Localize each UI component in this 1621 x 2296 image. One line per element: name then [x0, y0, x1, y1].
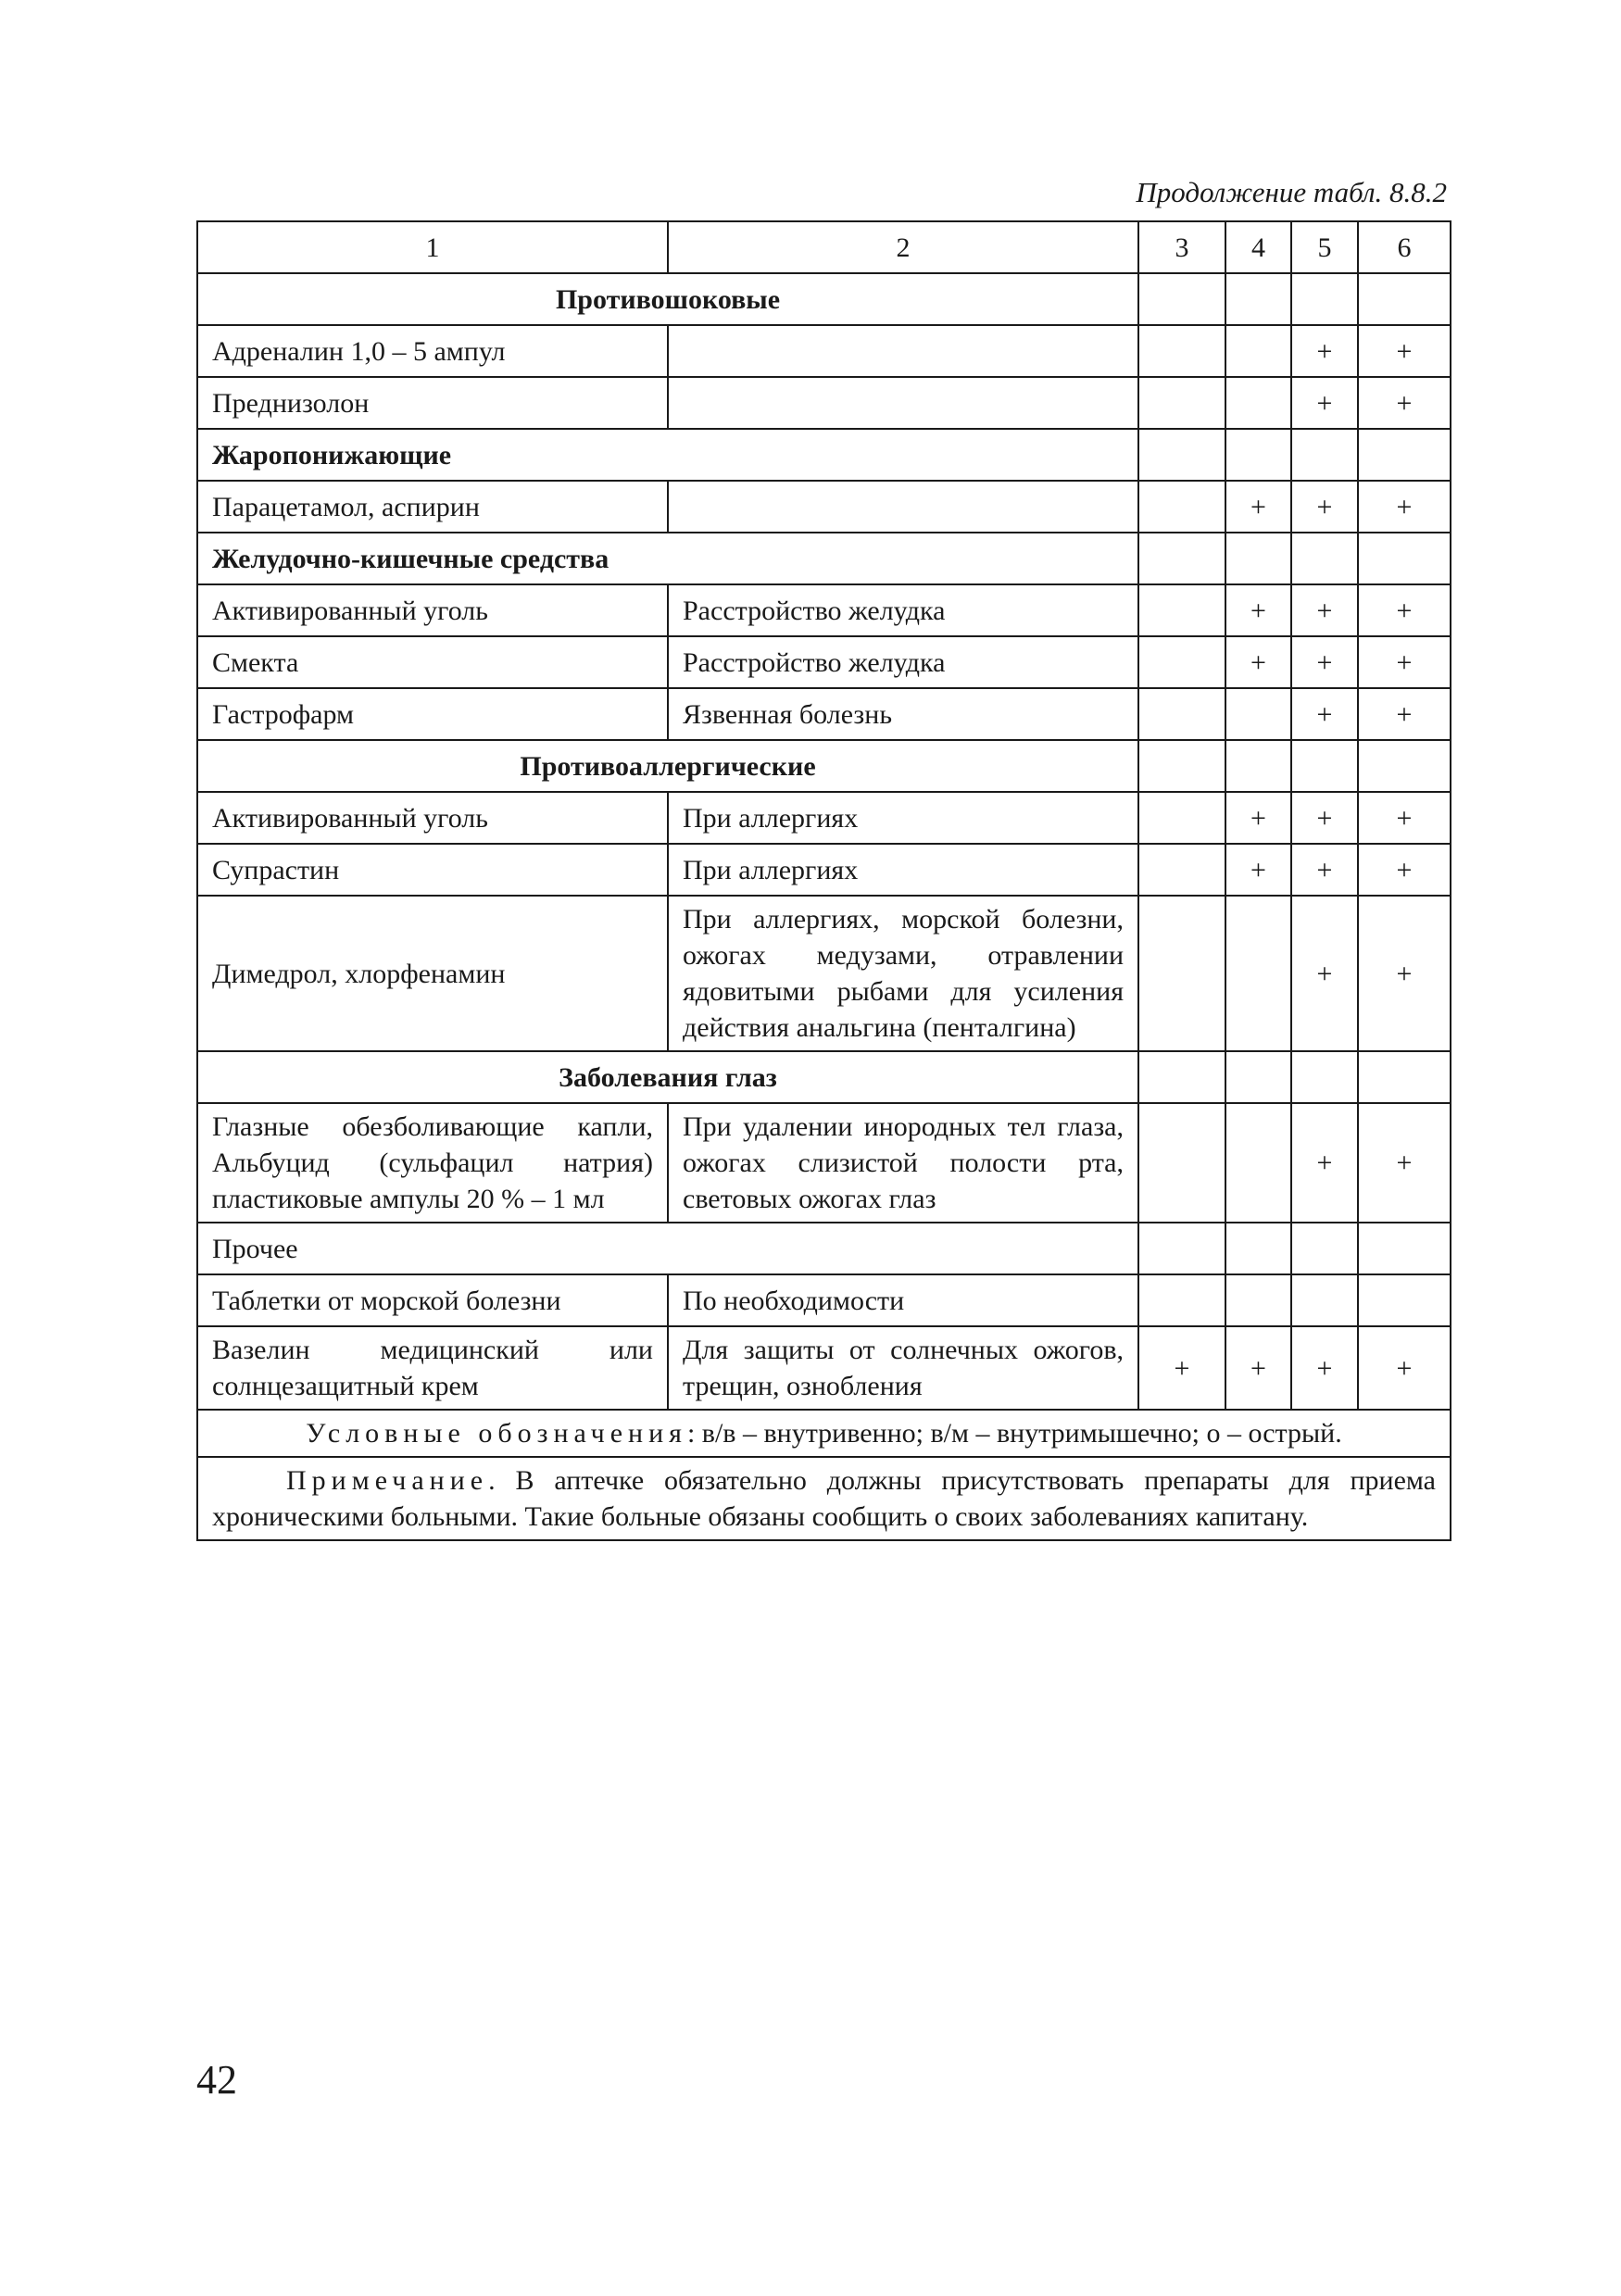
empty-cell	[1358, 273, 1451, 325]
indication-cell: Для защиты от солнечных ожогов, трещин, ознобления	[668, 1326, 1138, 1410]
empty-cell	[1225, 1051, 1291, 1103]
mark-cell-col4: +	[1225, 584, 1291, 636]
indication-cell: При аллергиях	[668, 792, 1138, 844]
empty-cell	[1225, 533, 1291, 584]
mark-cell-col4: +	[1225, 1326, 1291, 1410]
legend-cell	[197, 1410, 1451, 1457]
drug-name-cell: Смекта	[197, 636, 668, 688]
header-cell: 4	[1225, 221, 1291, 273]
indication-cell	[668, 481, 1138, 533]
empty-cell	[1358, 1223, 1451, 1274]
section-row	[197, 1223, 1451, 1274]
empty-cell	[1358, 533, 1451, 584]
header-cell: 3	[1138, 221, 1225, 273]
indication-cell: При удалении инородных тел глаза, ожогах слизистой полости рта, световых ожогах глаз	[668, 1103, 1138, 1223]
header-row	[197, 221, 1451, 273]
legend-text: : в/в – внутривенно; в/м – внутримышечно; о – острый.	[686, 1418, 1342, 1449]
mark-cell-col6: +	[1358, 636, 1451, 688]
indication-cell: По необходимости	[668, 1274, 1138, 1326]
empty-cell	[1291, 429, 1358, 481]
indication-cell	[668, 325, 1138, 377]
section-row	[197, 533, 1451, 584]
drug-name-cell: Таблетки от морской болезни	[197, 1274, 668, 1326]
indication-cell: Расстройство желудка	[668, 584, 1138, 636]
mark-cell-col3	[1138, 688, 1225, 740]
empty-cell	[1138, 429, 1225, 481]
table-row	[197, 844, 1451, 896]
mark-cell-col3	[1138, 1103, 1225, 1223]
mark-cell-col3	[1138, 896, 1225, 1051]
mark-cell-col5: +	[1291, 377, 1358, 429]
drug-name-cell: Преднизолон	[197, 377, 668, 429]
drug-name-cell: Парацетамол, аспирин	[197, 481, 668, 533]
section-title: Заболевания глаз	[197, 1051, 1138, 1103]
mark-cell-col5: +	[1291, 792, 1358, 844]
empty-cell	[1138, 533, 1225, 584]
section-title: Прочее	[197, 1223, 1138, 1274]
mark-cell-col5: +	[1291, 481, 1358, 533]
indication-cell	[668, 377, 1138, 429]
table-row	[197, 688, 1451, 740]
mark-cell-col6: +	[1358, 844, 1451, 896]
drug-name-cell: Супрастин	[197, 844, 668, 896]
mark-cell-col4	[1225, 1274, 1291, 1326]
mark-cell-col5: +	[1291, 1103, 1358, 1223]
indication-cell: При аллергиях	[668, 844, 1138, 896]
section-row	[197, 740, 1451, 792]
drug-name-cell: Активированный уголь	[197, 792, 668, 844]
mark-cell-col6: +	[1358, 1103, 1451, 1223]
empty-cell	[1358, 740, 1451, 792]
mark-cell-col5: +	[1291, 636, 1358, 688]
mark-cell-col5	[1291, 1274, 1358, 1326]
mark-cell-col3: +	[1138, 1326, 1225, 1410]
section-title: Жаропонижающие	[197, 429, 1138, 481]
mark-cell-col4: +	[1225, 481, 1291, 533]
section-title: Противошоковые	[197, 273, 1138, 325]
table-row	[197, 1274, 1451, 1326]
mark-cell-col4	[1225, 377, 1291, 429]
empty-cell	[1225, 740, 1291, 792]
mark-cell-col5: +	[1291, 896, 1358, 1051]
drug-name-cell: Вазелин медицинский или солнцезащитный крем	[197, 1326, 668, 1410]
legend-title: Условные обозначения	[306, 1418, 687, 1449]
mark-cell-col3	[1138, 792, 1225, 844]
table-row	[197, 1103, 1451, 1223]
mark-cell-col4	[1225, 325, 1291, 377]
empty-cell	[1358, 1051, 1451, 1103]
mark-cell-col3	[1138, 377, 1225, 429]
section-title: Желудочно-кишечные средства	[197, 533, 1138, 584]
mark-cell-col4	[1225, 1103, 1291, 1223]
drug-name-cell: Активированный уголь	[197, 584, 668, 636]
empty-cell	[1138, 1223, 1225, 1274]
note-cell	[197, 1457, 1451, 1540]
mark-cell-col4: +	[1225, 636, 1291, 688]
table-body	[197, 221, 1451, 1410]
mark-cell-col3	[1138, 844, 1225, 896]
empty-cell	[1291, 1051, 1358, 1103]
empty-cell	[1291, 533, 1358, 584]
mark-cell-col6	[1358, 1274, 1451, 1326]
mark-cell-col6: +	[1358, 1326, 1451, 1410]
table-row	[197, 792, 1451, 844]
mark-cell-col3	[1138, 481, 1225, 533]
mark-cell-col6: +	[1358, 896, 1451, 1051]
drug-name-cell: Глазные обезболивающие капли, Альбуцид (сульфацил натрия) пластиковые ампулы 20 % – 1 мл	[197, 1103, 668, 1223]
header-cell: 1	[197, 221, 668, 273]
table-row	[197, 584, 1451, 636]
table-caption: Продолжение табл. 8.8.2	[1136, 176, 1447, 208]
mark-cell-col6: +	[1358, 325, 1451, 377]
empty-cell	[1358, 429, 1451, 481]
mark-cell-col5: +	[1291, 688, 1358, 740]
empty-cell	[1225, 1223, 1291, 1274]
mark-cell-col6: +	[1358, 481, 1451, 533]
drug-name-cell: Гастрофарм	[197, 688, 668, 740]
mark-cell-col5: +	[1291, 325, 1358, 377]
note-row	[197, 1457, 1451, 1540]
note-title: Примечание	[286, 1465, 489, 1496]
section-row	[197, 273, 1451, 325]
table-row	[197, 377, 1451, 429]
empty-cell	[1225, 429, 1291, 481]
drug-name-cell: Адреналин 1,0 – 5 ампул	[197, 325, 668, 377]
section-title: Противоаллергические	[197, 740, 1138, 792]
section-row	[197, 1051, 1451, 1103]
note-text: . В аптечке обязательно должны присутствовать препараты для приема хроническими больными. Такие больные обязаны сообщить о своих заболеваниях капитану.	[212, 1465, 1436, 1532]
drug-name-cell: Димедрол, хлорфенамин	[197, 896, 668, 1051]
mark-cell-col4	[1225, 896, 1291, 1051]
mark-cell-col6: +	[1358, 584, 1451, 636]
mark-cell-col6: +	[1358, 377, 1451, 429]
indication-cell: Язвенная болезнь	[668, 688, 1138, 740]
table-row	[197, 636, 1451, 688]
mark-cell-col3	[1138, 584, 1225, 636]
indication-cell: При аллергиях, морской болезни, ожогах медузами, отравлении ядовитыми рыбами для усиления действия анальгина (пенталгина)	[668, 896, 1138, 1051]
mark-cell-col6: +	[1358, 792, 1451, 844]
mark-cell-col5: +	[1291, 584, 1358, 636]
table-row	[197, 481, 1451, 533]
medicine-table	[196, 220, 1451, 1541]
legend-row	[197, 1410, 1451, 1457]
mark-cell-col3	[1138, 325, 1225, 377]
empty-cell	[1138, 1051, 1225, 1103]
empty-cell	[1138, 740, 1225, 792]
section-row	[197, 429, 1451, 481]
empty-cell	[1291, 273, 1358, 325]
mark-cell-col3	[1138, 636, 1225, 688]
table-row	[197, 325, 1451, 377]
mark-cell-col6: +	[1358, 688, 1451, 740]
header-cell: 2	[668, 221, 1138, 273]
empty-cell	[1291, 1223, 1358, 1274]
mark-cell-col3	[1138, 1274, 1225, 1326]
mark-cell-col4: +	[1225, 844, 1291, 896]
mark-cell-col5: +	[1291, 844, 1358, 896]
mark-cell-col4: +	[1225, 792, 1291, 844]
mark-cell-col4	[1225, 688, 1291, 740]
page-number: 42	[196, 2057, 237, 2102]
table-row	[197, 1326, 1451, 1410]
empty-cell	[1225, 273, 1291, 325]
header-cell: 5	[1291, 221, 1358, 273]
empty-cell	[1138, 273, 1225, 325]
indication-cell: Расстройство желудка	[668, 636, 1138, 688]
header-cell: 6	[1358, 221, 1451, 273]
mark-cell-col5: +	[1291, 1326, 1358, 1410]
empty-cell	[1291, 740, 1358, 792]
table-row	[197, 896, 1451, 1051]
